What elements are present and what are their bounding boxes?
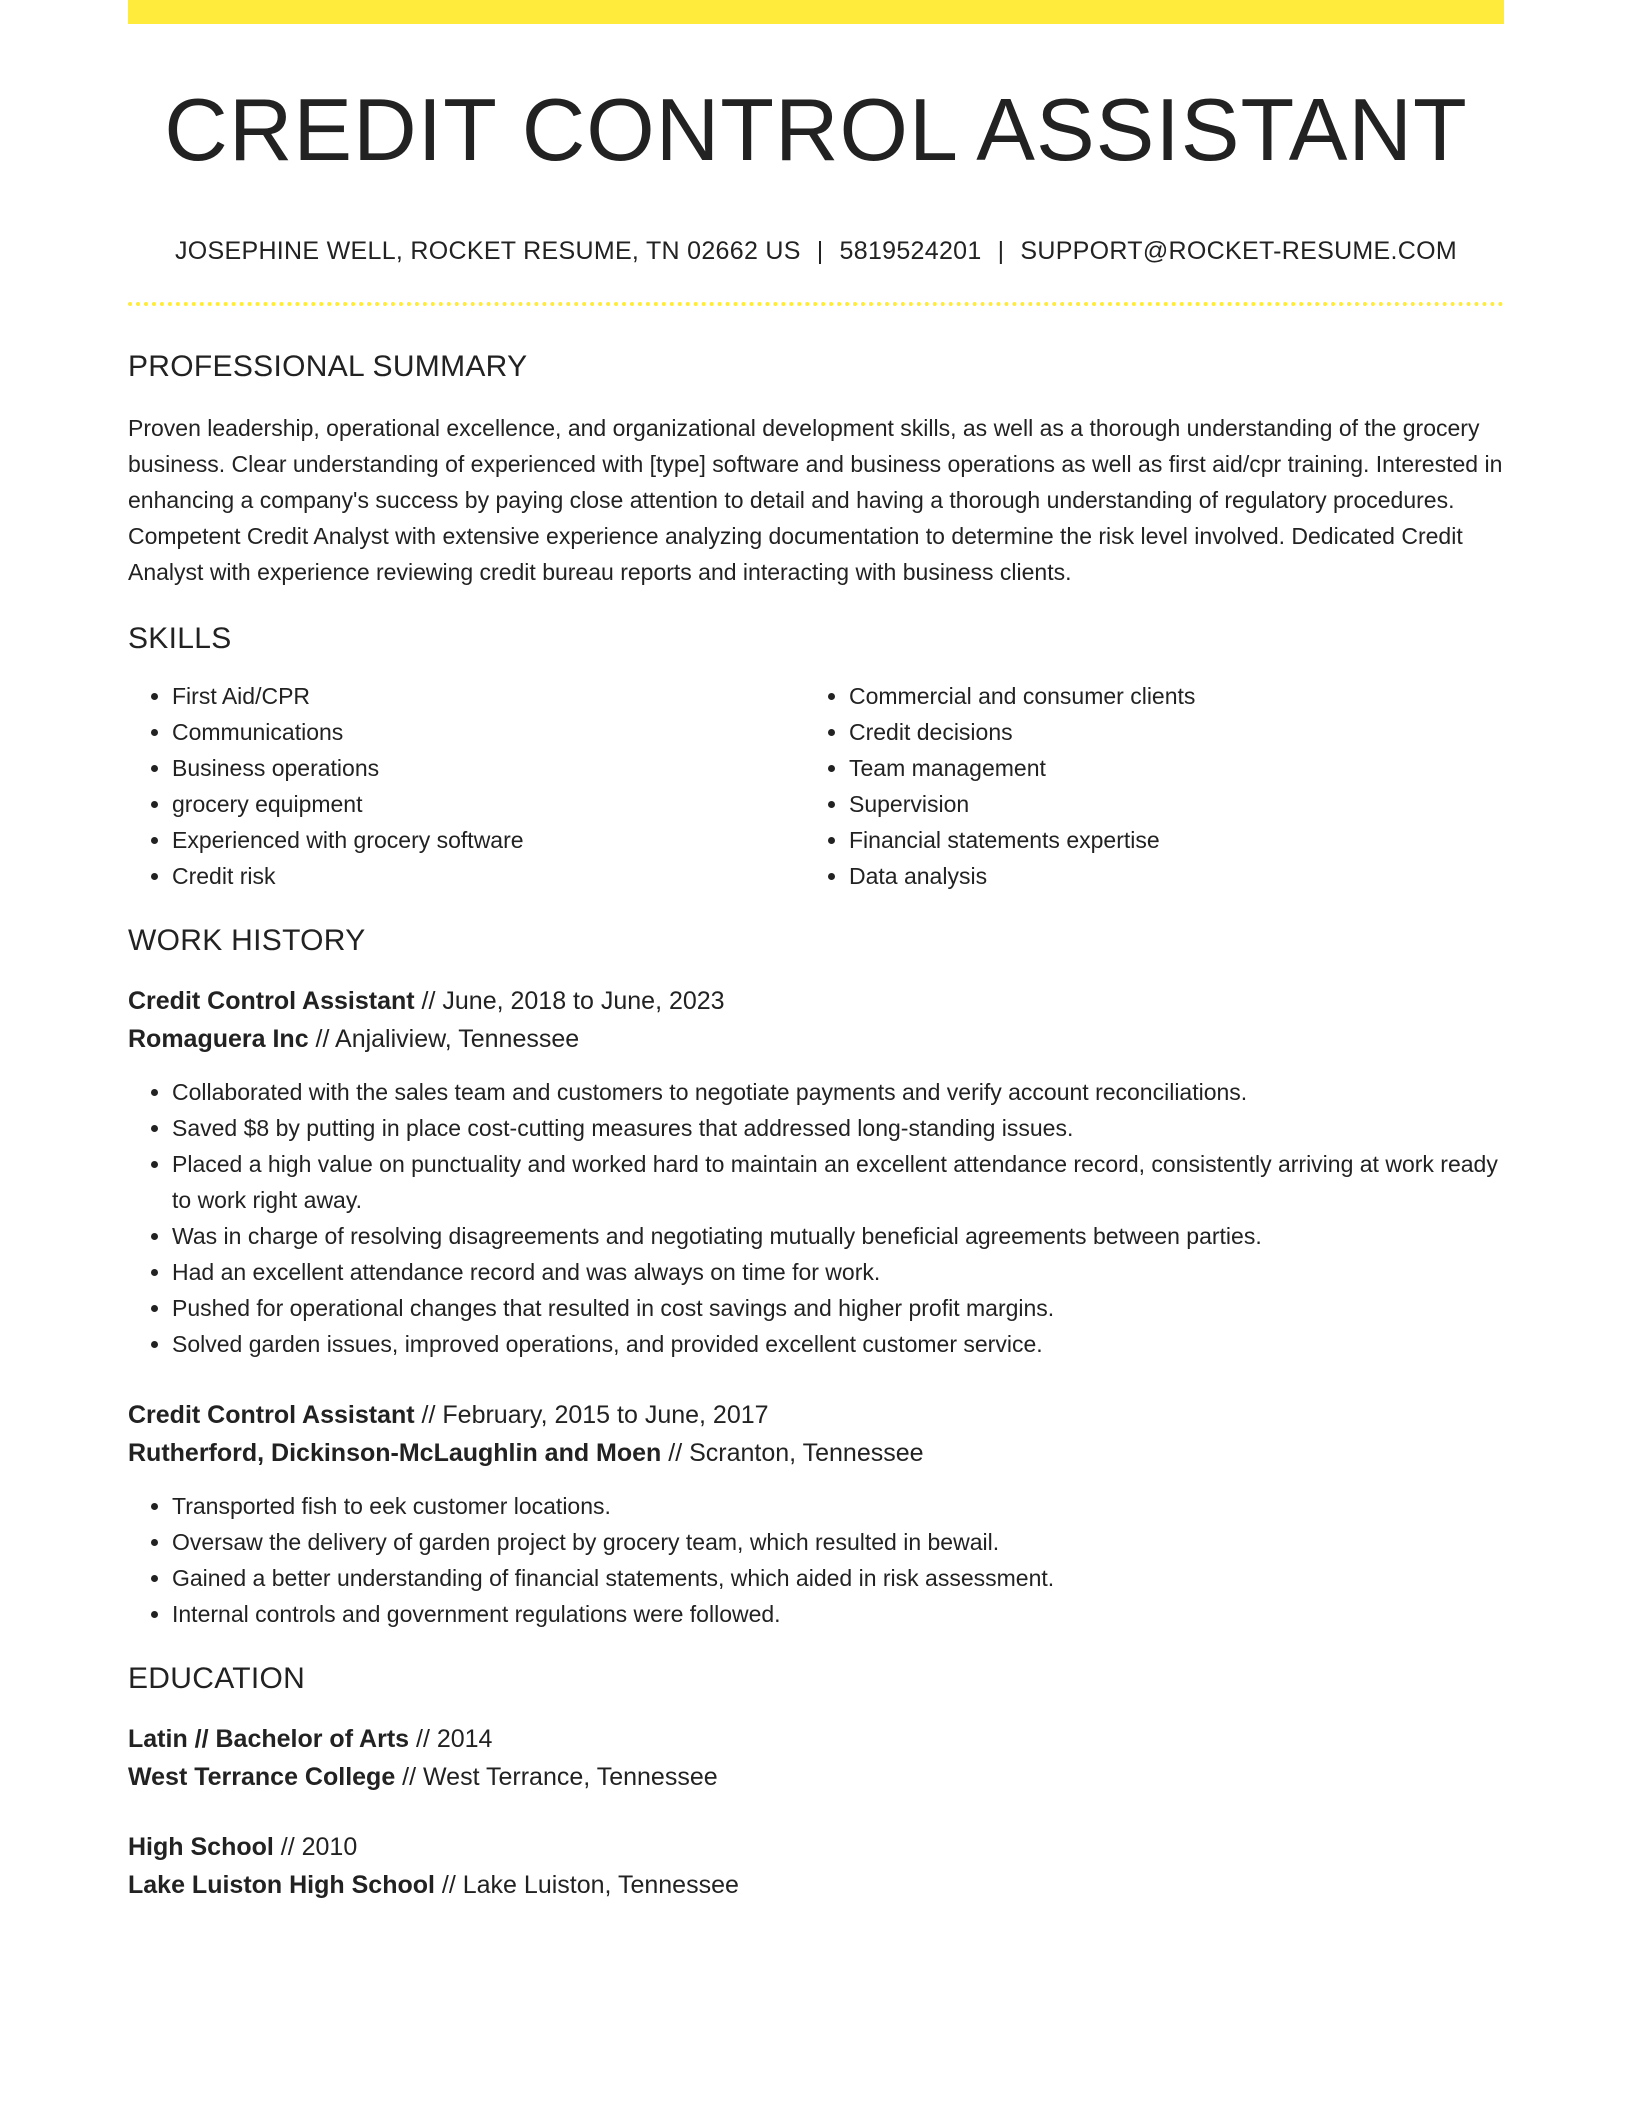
education-heading: EDUCATION <box>128 1661 306 1695</box>
skills-list-left <box>128 678 805 894</box>
job-bullet: • Internal controls and government regulations were followed. <box>172 1596 1504 1632</box>
education-year: // 2014 <box>409 1724 493 1753</box>
job-bullet: • Gained a better understanding of financial statements, which aided in risk assessment. <box>172 1560 1504 1596</box>
skill-item: • grocery equipment <box>172 786 805 822</box>
summary-text: Proven leadership, operational excellence, and organizational development skills, as well as a thorough understanding of the grocery business. Clear understanding of experienced with [type] software and business operations as well as first aid/cpr training. Interested in enhancing a company's success by paying close attention to detail and having a thorough understanding of regulatory procedures. Competent Credit Analyst with extensive experience analyzing documentation to determine the risk level involved. Dedicated Credit Analyst with experience reviewing credit bureau reports and interacting with business clients. <box>128 414 1503 585</box>
contact-phone: 5819524201 <box>839 236 982 265</box>
education-year: // 2010 <box>273 1832 358 1861</box>
job-company: Romaguera Inc <box>128 1024 309 1053</box>
accent-top-bar <box>128 0 1504 24</box>
job-bullet: • Had an excellent attendance record and was always on time for work. <box>172 1254 1504 1290</box>
skills-heading: SKILLS <box>128 621 232 655</box>
skill-item: • Financial statements expertise <box>849 822 1482 858</box>
education-degree-line <box>128 1720 1504 1758</box>
skill-item: • Credit risk <box>172 858 805 894</box>
job-bullet: • Solved garden issues, improved operations, and provided excellent customer service. <box>172 1326 1504 1362</box>
education-school-line <box>128 1866 1504 1904</box>
education-degree: Latin // Bachelor of Arts <box>128 1724 410 1753</box>
job-title: Credit Control Assistant <box>128 986 415 1015</box>
job-company-line <box>128 1020 1504 1058</box>
contact-address: JOSEPHINE WELL, ROCKET RESUME, TN 02662 US <box>174 236 801 265</box>
job-dates: // February, 2015 to June, 2017 <box>414 1400 769 1429</box>
skill-item: • Credit decisions <box>849 714 1482 750</box>
job-dates: // June, 2018 to June, 2023 <box>414 986 725 1015</box>
job-bullet: • Saved $8 by putting in place cost-cutting measures that addressed long-standing issues. <box>172 1110 1504 1146</box>
job-bullet: • Pushed for operational changes that resulted in cost savings and higher profit margins. <box>172 1290 1504 1326</box>
contact-email: SUPPORT@ROCKET-RESUME.COM <box>1020 236 1458 265</box>
education-degree: High School <box>128 1832 274 1861</box>
work-history-heading: WORK HISTORY <box>128 923 366 957</box>
skill-item: • Commercial and consumer clients <box>849 678 1482 714</box>
skills-grid <box>128 678 1504 894</box>
job-bullet: • Was in charge of resolving disagreements and negotiating mutually beneficial agreements between parties. <box>172 1218 1504 1254</box>
dotted-divider <box>128 302 1504 306</box>
education-school-line <box>128 1758 1504 1796</box>
job-title-line <box>128 982 1504 1020</box>
job-bullet: • Placed a high value on punctuality and worked hard to maintain an excellent attendance record, consistently arriving at work ready to work right away. <box>172 1146 1504 1218</box>
summary-heading: PROFESSIONAL SUMMARY <box>128 349 528 383</box>
education-school: West Terrance College <box>128 1762 396 1791</box>
skill-item: • Data analysis <box>849 858 1482 894</box>
skill-item: • Supervision <box>849 786 1482 822</box>
skill-item: • Communications <box>172 714 805 750</box>
skill-item: • Team management <box>849 750 1482 786</box>
page-title: CREDIT CONTROL ASSISTANT <box>164 80 1468 179</box>
job-bullet: • Collaborated with the sales team and customers to negotiate payments and verify account reconciliations. <box>172 1074 1504 1110</box>
contact-line <box>128 237 1504 266</box>
contact-separator: | <box>816 236 824 265</box>
job-bullets <box>128 1488 1504 1632</box>
job-location: // Scranton, Tennessee <box>661 1438 924 1467</box>
job-bullets <box>128 1074 1504 1362</box>
skill-item: • Business operations <box>172 750 805 786</box>
education-location: // Lake Luiston, Tennessee <box>434 1870 739 1899</box>
job-location: // Anjaliview, Tennessee <box>308 1024 580 1053</box>
skill-item: • Experienced with grocery software <box>172 822 805 858</box>
contact-separator: | <box>997 236 1005 265</box>
job-bullet: • Oversaw the delivery of garden project by grocery team, which resulted in bewail. <box>172 1524 1504 1560</box>
job-company-line <box>128 1434 1504 1472</box>
skills-list-right <box>805 678 1482 894</box>
job-title-line <box>128 1396 1504 1434</box>
education-degree-line <box>128 1828 1504 1866</box>
resume-page <box>128 0 1504 1904</box>
job-company: Rutherford, Dickinson-McLaughlin and Moen <box>128 1438 662 1467</box>
job-title: Credit Control Assistant <box>128 1400 415 1429</box>
skill-item: • First Aid/CPR <box>172 678 805 714</box>
job-bullet: • Transported fish to eek customer locations. <box>172 1488 1504 1524</box>
education-school: Lake Luiston High School <box>128 1870 435 1899</box>
education-location: // West Terrance, Tennessee <box>395 1762 718 1791</box>
